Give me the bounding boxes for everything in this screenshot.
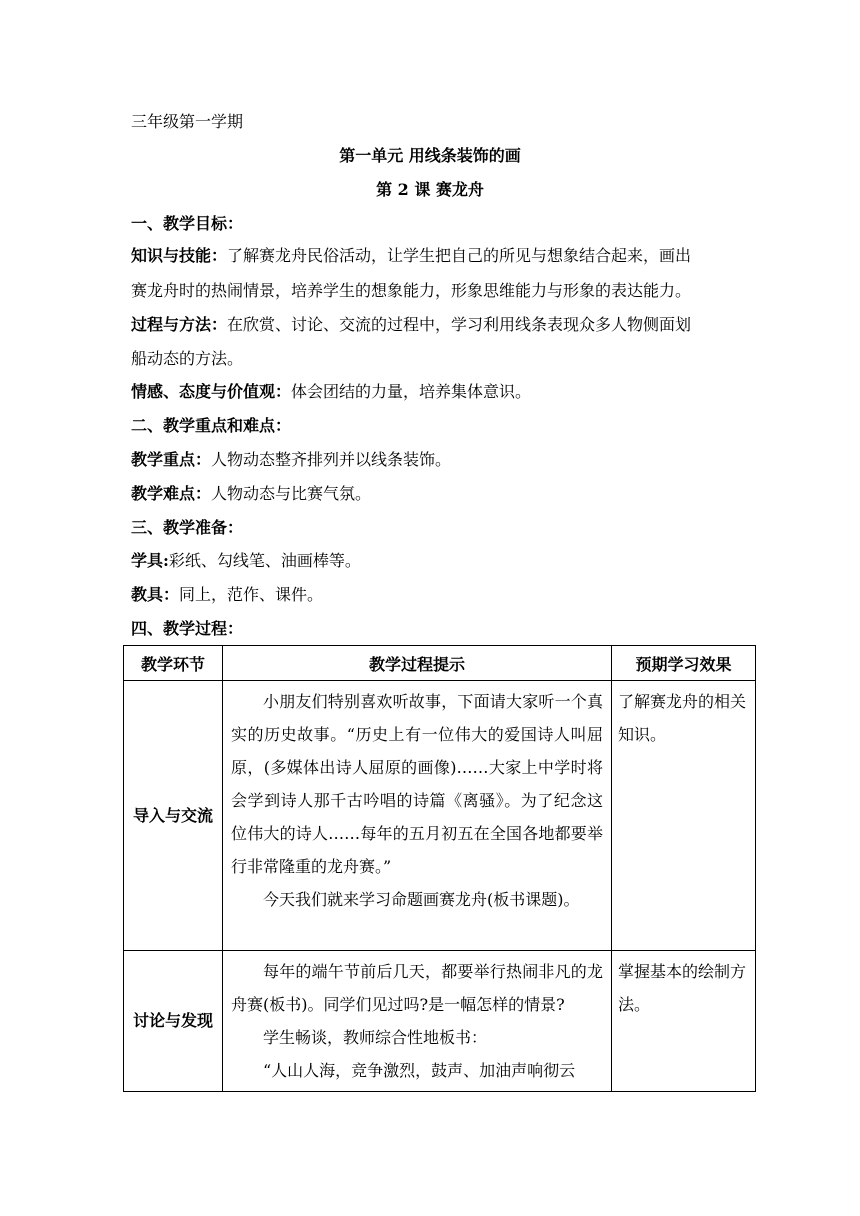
hints-cell	[223, 681, 612, 951]
process-text-2: 船动态的方法。	[131, 349, 244, 368]
teacher-tools-text: 同上，范作、课件。	[179, 585, 324, 604]
hint-paragraph: 小朋友们特别喜欢听故事，下面请大家听一个真实的历史故事。“历史上有一位伟大的爱国诗人叫屈原，(多媒体出诗人屈原的画像)……大家上中学时将会学到诗人那千古吟唱的诗篇《离骚》。为了纪念这位伟大的诗人……每年的五月初五在全国各地都要举行非常隆重的龙舟赛。”	[231, 692, 603, 876]
effect-cell: 掌握基本的绘制方法。	[612, 951, 756, 1092]
unit-title: 第一单元 用线条装饰的画	[339, 146, 521, 165]
stage-cell: 导入与交流	[124, 681, 223, 951]
knowledge-label: 知识与技能：	[131, 246, 228, 265]
hints-cell	[223, 951, 612, 1092]
hint-paragraph: 每年的端午节前后几天，都要举行热闹非凡的龙舟赛(板书)。同学们见过吗?是一幅怎样的情景?	[231, 962, 603, 1014]
focus-line	[131, 449, 451, 471]
hint-paragraph: 学生畅谈，教师综合性地板书：	[263, 1028, 488, 1047]
student-tools-line	[131, 550, 361, 572]
objectives-heading: 一、教学目标：	[131, 214, 244, 233]
table-row	[124, 951, 756, 1092]
process-label: 过程与方法：	[131, 315, 228, 334]
emotion-label: 情感、态度与价值观：	[131, 382, 292, 401]
emotion-line	[131, 381, 531, 403]
difficulty-label: 教学难点：	[131, 484, 212, 503]
emotion-text: 体会团结的力量，培养集体意识。	[291, 382, 532, 401]
student-tools-label: 学具:	[131, 551, 169, 570]
knowledge-text-1: 了解赛龙舟民俗活动，让学生把自己的所见与想象结合起来，画出	[227, 246, 692, 265]
stage-cell: 讨论与发现	[124, 951, 223, 1092]
knowledge-text-2: 赛龙舟时的热闹情景，培养学生的想象能力，形象思维能力与形象的表达能力。	[131, 281, 692, 300]
difficulty-text: 人物动态与比赛气氛。	[211, 484, 372, 503]
lesson-title: 第 2 课 赛龙舟	[376, 180, 484, 199]
process-heading: 四、教学过程：	[131, 619, 244, 638]
table-row	[124, 681, 756, 951]
process-text-1: 在欣赏、讨论、交流的过程中，学习利用线条表现众多人物侧面划	[227, 315, 692, 334]
teacher-tools-line	[131, 584, 323, 606]
key-points-heading: 二、教学重点和难点：	[131, 416, 292, 435]
teaching-process-table	[123, 645, 756, 1092]
focus-label: 教学重点：	[131, 450, 212, 469]
knowledge-line-1	[131, 245, 691, 267]
process-line-1	[131, 314, 691, 336]
teacher-tools-label: 教具：	[131, 585, 180, 604]
column-header-effect: 预期学习效果	[612, 646, 756, 681]
hint-paragraph: “人山人海，竞争激烈，鼓声、加油声响彻云	[263, 1061, 576, 1080]
difficulty-line	[131, 483, 371, 505]
hint-paragraph: 今天我们就来学习命题画赛龙舟(板书课题)。	[263, 890, 580, 909]
table-header-row	[124, 646, 756, 681]
term-label: 三年级第一学期	[131, 112, 244, 131]
student-tools-text: 彩纸、勾线笔、油画棒等。	[168, 551, 361, 570]
preparation-heading: 三、教学准备：	[131, 518, 244, 537]
column-header-hints: 教学过程提示	[223, 646, 612, 681]
column-header-stage: 教学环节	[124, 646, 223, 681]
effect-cell: 了解赛龙舟的相关知识。	[612, 681, 756, 951]
focus-text: 人物动态整齐排列并以线条装饰。	[211, 450, 452, 469]
